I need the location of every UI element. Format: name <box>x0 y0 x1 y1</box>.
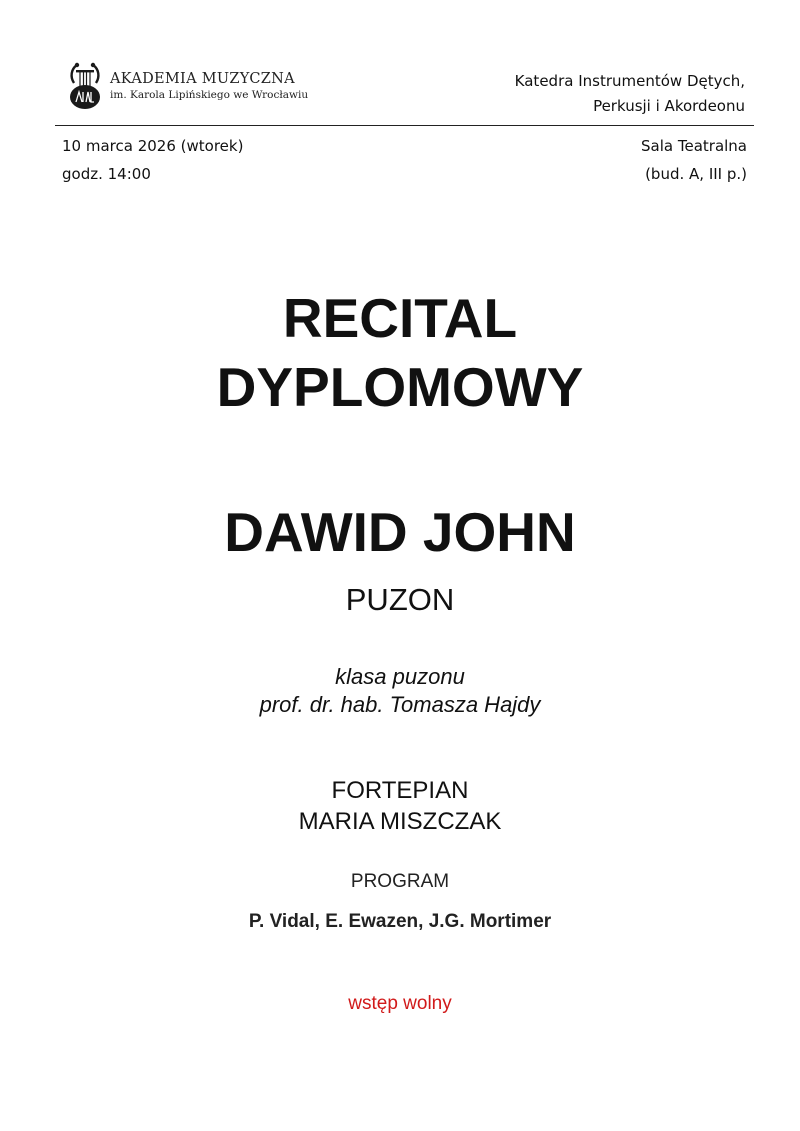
instrument-name: PUZON <box>345 582 455 617</box>
pianist-name: MARIA MISZCZAK <box>298 808 502 835</box>
venue-detail: (bud. A, III p.) <box>645 165 747 183</box>
program-heading: PROGRAM <box>350 871 450 892</box>
event-datetime <box>62 132 243 188</box>
department <box>515 69 745 119</box>
teacher-class <box>0 663 800 719</box>
title-line-2: DYPLOMOWY <box>216 356 584 418</box>
academy-logo <box>68 61 308 111</box>
title-line-1: RECITAL <box>282 287 518 349</box>
event-time: godz. 14:00 <box>62 165 151 183</box>
accompanist <box>0 775 800 837</box>
recital-title <box>0 284 800 422</box>
lyre-icon <box>68 61 102 111</box>
piano-label: FORTEPIAN <box>331 777 469 804</box>
free-entry-note: wstęp wolny <box>348 993 452 1014</box>
program-composers: P. Vidal, E. Ewazen, J.G. Mortimer <box>248 911 552 932</box>
page-header <box>62 58 754 124</box>
class-line-1: klasa puzonu <box>335 664 465 689</box>
header-divider <box>55 125 754 126</box>
event-venue <box>641 132 747 188</box>
academy-subtitle: im. Karola Lipińskiego we Wrocławiu <box>110 89 309 101</box>
department-line-2: Perkusji i Akordeonu <box>593 97 745 115</box>
department-line-1: Katedra Instrumentów Dętych, <box>514 72 745 90</box>
class-line-2: prof. dr. hab. Tomasza Hajdy <box>259 692 541 717</box>
venue-name: Sala Teatralna <box>641 137 747 155</box>
performer-name: DAWID JOHN <box>224 501 576 563</box>
event-date: 10 marca 2026 (wtorek) <box>62 137 244 155</box>
academy-name: AKADEMIA MUZYCZNA <box>110 71 295 87</box>
